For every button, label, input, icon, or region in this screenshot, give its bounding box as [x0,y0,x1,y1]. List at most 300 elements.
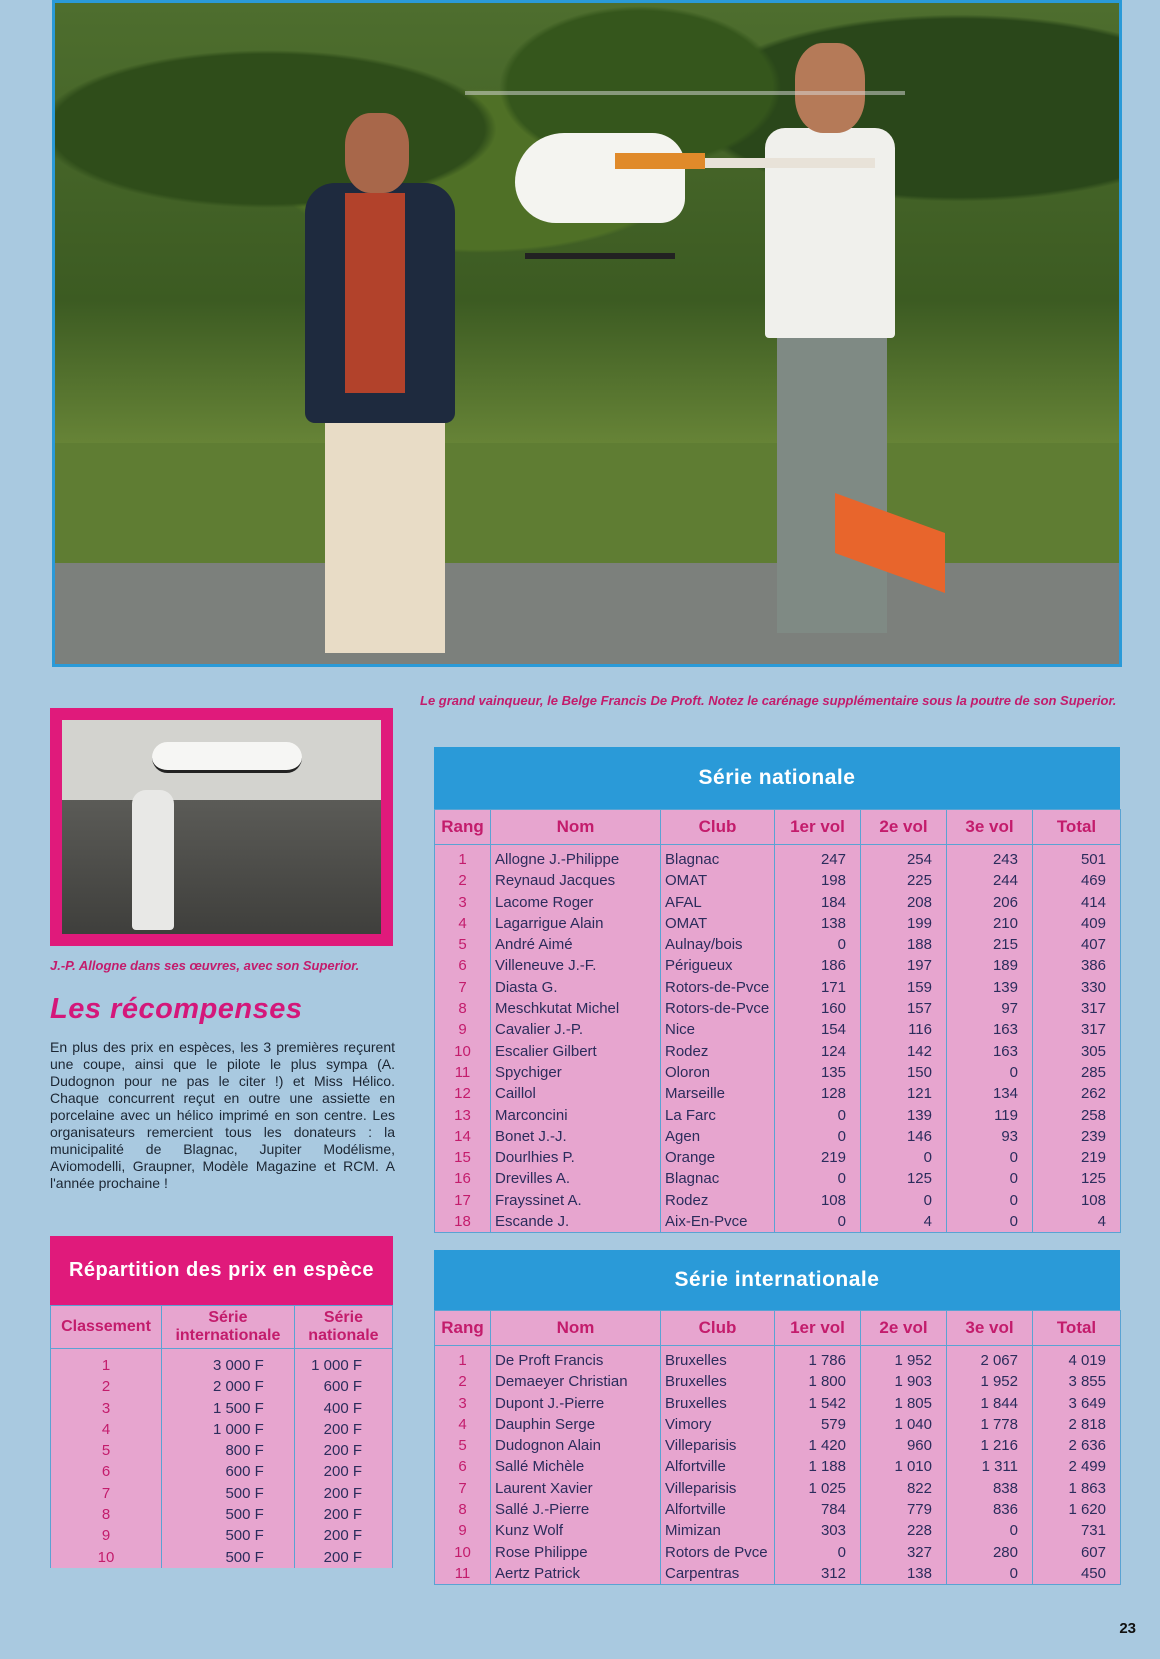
nationale-club-cell: Nice [661,1019,775,1040]
nationale-name-cell: Villeneuve J.-F. [491,955,661,976]
nationale-vol1-cell: 0 [775,1105,861,1126]
nationale-vol3-cell: 119 [947,1105,1033,1126]
nationale-club-cell: Orange [661,1147,775,1168]
nationale-vol2-cell: 142 [861,1041,947,1062]
nationale-club-cell: Rodez [661,1041,775,1062]
nationale-club-cell: Aulnay/bois [661,934,775,955]
nationale-name-cell: Frayssinet A. [491,1190,661,1211]
nationale-vol1-cell: 135 [775,1062,861,1083]
nationale-total-cell: 262 [1033,1083,1121,1104]
nationale-total-cell: 386 [1033,955,1121,976]
prize-rank-cell: 3 [51,1398,162,1419]
internationale-vol1-cell: 0 [775,1542,861,1563]
internationale-vol1-cell: 1 800 [775,1371,861,1392]
internationale-club-cell: Alfortville [661,1499,775,1520]
nationale-club-cell: Rotors-de-Pvce [661,977,775,998]
internationale-name-cell: Dupont J.-Pierre [491,1393,661,1414]
internationale-vol3-cell: 1 216 [947,1435,1033,1456]
internationale-vol2-cell: 1 040 [861,1414,947,1435]
internationale-row [435,1520,1121,1541]
prize-amount-cell: 1 000 F [294,1349,392,1377]
small-photo-frame [50,708,393,946]
internationale-name-cell: Dudognon Alain [491,1435,661,1456]
nationale-total-cell: 469 [1033,870,1121,891]
nationale-total-cell: 409 [1033,913,1121,934]
prize-rank-cell: 1 [51,1349,162,1377]
nationale-vol3-cell: 163 [947,1019,1033,1040]
nationale-rank-cell: 2 [435,870,491,891]
nationale-name-cell: Dourlhies P. [491,1147,661,1168]
nationale-vol2-cell: 157 [861,998,947,1019]
nationale-club-cell: Blagnac [661,1168,775,1189]
nationale-name-cell: Cavalier J.-P. [491,1019,661,1040]
nationale-club-cell: Aix-En-Pvce [661,1211,775,1233]
small-photo-helicopter [152,742,302,773]
internationale-total-cell: 3 855 [1033,1371,1121,1392]
prize-row [51,1483,393,1504]
nationale-name-cell: Drevilles A. [491,1168,661,1189]
internationale-total-cell: 607 [1033,1542,1121,1563]
main-photo-caption: Le grand vainqueur, le Belge Francis De Proft. Notez le carénage supplémentaire sous la poutre de son Superior. [420,693,1117,708]
photo-helicopter [465,73,885,283]
prize-amount-cell: 200 F [294,1525,392,1546]
nationale-total-cell: 414 [1033,892,1121,913]
main-photo [52,0,1122,667]
nationale-vol1-cell: 198 [775,870,861,891]
internationale-rank-cell: 10 [435,1542,491,1563]
internationale-rank-cell: 4 [435,1414,491,1435]
prize-amount-cell: 500 F [162,1547,295,1568]
prize-amount-cell: 3 000 F [162,1349,295,1377]
internationale-total-cell: 1 620 [1033,1499,1121,1520]
internationale-header: Total [1033,1311,1121,1346]
nationale-vol3-cell: 210 [947,913,1033,934]
prize-row [51,1525,393,1546]
nationale-row [435,955,1121,976]
internationale-vol1-cell: 1 786 [775,1346,861,1372]
internationale-vol2-cell: 1 903 [861,1371,947,1392]
prize-amount-cell: 600 F [162,1461,295,1482]
internationale-block [434,1250,1120,1585]
internationale-club-cell: Bruxelles [661,1371,775,1392]
internationale-row [435,1456,1121,1477]
prize-amount-cell: 2 000 F [162,1376,295,1397]
photo-field [55,443,1119,563]
nationale-vol1-cell: 108 [775,1190,861,1211]
prize-rank-cell: 10 [51,1547,162,1568]
internationale-club-cell: Mimizan [661,1520,775,1541]
internationale-vol1-cell: 303 [775,1520,861,1541]
internationale-vol2-cell: 779 [861,1499,947,1520]
internationale-vol1-cell: 579 [775,1414,861,1435]
nationale-rank-cell: 1 [435,845,491,871]
internationale-row [435,1478,1121,1499]
internationale-vol1-cell: 784 [775,1499,861,1520]
nationale-vol2-cell: 0 [861,1147,947,1168]
nationale-total-cell: 317 [1033,998,1121,1019]
nationale-name-cell: Bonet J.-J. [491,1126,661,1147]
internationale-vol3-cell: 2 067 [947,1346,1033,1372]
nationale-name-cell: André Aimé [491,934,661,955]
nationale-vol3-cell: 0 [947,1211,1033,1233]
nationale-total-cell: 317 [1033,1019,1121,1040]
nationale-name-cell: Escalier Gilbert [491,1041,661,1062]
nationale-rank-cell: 13 [435,1105,491,1126]
nationale-total-cell: 4 [1033,1211,1121,1233]
prize-rank-cell: 8 [51,1504,162,1525]
internationale-vol2-cell: 138 [861,1563,947,1585]
small-photo [62,720,381,934]
internationale-total-cell: 2 499 [1033,1456,1121,1477]
prize-rank-cell: 9 [51,1525,162,1546]
internationale-name-cell: Aertz Patrick [491,1563,661,1585]
nationale-header: 2e vol [861,810,947,845]
internationale-rank-cell: 3 [435,1393,491,1414]
nationale-vol1-cell: 247 [775,845,861,871]
internationale-vol1-cell: 1 542 [775,1393,861,1414]
prize-rank-cell: 6 [51,1461,162,1482]
nationale-row [435,977,1121,998]
nationale-total-cell: 258 [1033,1105,1121,1126]
prize-table-block [50,1236,393,1568]
nationale-rank-cell: 11 [435,1062,491,1083]
photo-tarmac [55,563,1119,667]
nationale-name-cell: Caillol [491,1083,661,1104]
nationale-name-cell: Reynaud Jacques [491,870,661,891]
nationale-vol1-cell: 0 [775,1126,861,1147]
internationale-vol3-cell: 280 [947,1542,1033,1563]
internationale-row [435,1563,1121,1585]
nationale-header: 1er vol [775,810,861,845]
nationale-vol2-cell: 125 [861,1168,947,1189]
prize-table-title: Répartition des prix en espèce [50,1236,393,1305]
nationale-total-cell: 285 [1033,1062,1121,1083]
internationale-club-cell: Carpentras [661,1563,775,1585]
nationale-vol3-cell: 243 [947,845,1033,871]
internationale-row [435,1542,1121,1563]
internationale-vol3-cell: 1 778 [947,1414,1033,1435]
internationale-rank-cell: 6 [435,1456,491,1477]
nationale-header: 3e vol [947,810,1033,845]
prize-amount-cell: 200 F [294,1461,392,1482]
nationale-name-cell: Meschkutat Michel [491,998,661,1019]
nationale-vol2-cell: 208 [861,892,947,913]
nationale-total-cell: 219 [1033,1147,1121,1168]
nationale-club-cell: Agen [661,1126,775,1147]
nationale-vol3-cell: 134 [947,1083,1033,1104]
page-number: 23 [1119,1620,1136,1637]
nationale-rank-cell: 17 [435,1190,491,1211]
nationale-name-cell: Spychiger [491,1062,661,1083]
nationale-club-cell: Blagnac [661,845,775,871]
nationale-total-cell: 501 [1033,845,1121,871]
nationale-header: Club [661,810,775,845]
prize-table [50,1305,393,1568]
internationale-club-cell: Alfortville [661,1456,775,1477]
internationale-total-cell: 1 863 [1033,1478,1121,1499]
internationale-row [435,1371,1121,1392]
internationale-total-cell: 4 019 [1033,1346,1121,1372]
nationale-header: Total [1033,810,1121,845]
nationale-club-cell: Rotors-de-Pvce [661,998,775,1019]
internationale-header: Club [661,1311,775,1346]
internationale-name-cell: Sallé J.-Pierre [491,1499,661,1520]
nationale-row [435,1147,1121,1168]
nationale-total-cell: 125 [1033,1168,1121,1189]
internationale-title: Série internationale [434,1250,1120,1310]
internationale-row [435,1499,1121,1520]
prize-amount-cell: 800 F [162,1440,295,1461]
nationale-name-cell: Allogne J.-Philippe [491,845,661,871]
small-photo-pilot [132,790,174,930]
internationale-total-cell: 731 [1033,1520,1121,1541]
internationale-name-cell: Rose Philippe [491,1542,661,1563]
prize-rank-cell: 5 [51,1440,162,1461]
nationale-vol3-cell: 139 [947,977,1033,998]
internationale-vol1-cell: 1 188 [775,1456,861,1477]
nationale-vol3-cell: 0 [947,1190,1033,1211]
prize-amount-cell: 500 F [162,1483,295,1504]
nationale-name-cell: Lacome Roger [491,892,661,913]
nationale-row [435,845,1121,871]
internationale-name-cell: Laurent Xavier [491,1478,661,1499]
nationale-rank-cell: 14 [435,1126,491,1147]
prize-amount-cell: 1 500 F [162,1398,295,1419]
prize-row [51,1461,393,1482]
internationale-table [434,1310,1121,1585]
internationale-club-cell: Rotors de Pvce [661,1542,775,1563]
nationale-row [435,1062,1121,1083]
internationale-rank-cell: 8 [435,1499,491,1520]
prize-amount-cell: 500 F [162,1525,295,1546]
nationale-vol3-cell: 189 [947,955,1033,976]
recompenses-heading: Les récompenses [50,993,303,1025]
internationale-vol2-cell: 327 [861,1542,947,1563]
prize-rank-cell: 4 [51,1419,162,1440]
internationale-vol3-cell: 1 952 [947,1371,1033,1392]
internationale-vol2-cell: 960 [861,1435,947,1456]
nationale-rank-cell: 7 [435,977,491,998]
nationale-row [435,892,1121,913]
nationale-row [435,1041,1121,1062]
nationale-vol2-cell: 159 [861,977,947,998]
internationale-vol3-cell: 1 844 [947,1393,1033,1414]
prize-amount-cell: 200 F [294,1547,392,1568]
nationale-vol1-cell: 154 [775,1019,861,1040]
nationale-vol2-cell: 0 [861,1190,947,1211]
nationale-vol3-cell: 0 [947,1168,1033,1189]
nationale-vol1-cell: 184 [775,892,861,913]
nationale-name-cell: Lagarrigue Alain [491,913,661,934]
prize-header: Série nationale [294,1306,392,1349]
nationale-vol3-cell: 206 [947,892,1033,913]
prize-amount-cell: 600 F [294,1376,392,1397]
internationale-name-cell: Demaeyer Christian [491,1371,661,1392]
nationale-vol3-cell: 244 [947,870,1033,891]
nationale-vol3-cell: 97 [947,998,1033,1019]
internationale-rank-cell: 5 [435,1435,491,1456]
nationale-vol2-cell: 225 [861,870,947,891]
prize-amount-cell: 1 000 F [162,1419,295,1440]
nationale-rank-cell: 9 [435,1019,491,1040]
prize-amount-cell: 400 F [294,1398,392,1419]
prize-amount-cell: 500 F [162,1504,295,1525]
internationale-rank-cell: 11 [435,1563,491,1585]
nationale-vol2-cell: 150 [861,1062,947,1083]
nationale-vol1-cell: 0 [775,1211,861,1233]
internationale-vol3-cell: 0 [947,1520,1033,1541]
nationale-vol1-cell: 219 [775,1147,861,1168]
nationale-vol2-cell: 199 [861,913,947,934]
internationale-vol3-cell: 836 [947,1499,1033,1520]
nationale-row [435,1083,1121,1104]
nationale-vol2-cell: 139 [861,1105,947,1126]
nationale-vol1-cell: 128 [775,1083,861,1104]
nationale-club-cell: OMAT [661,870,775,891]
prize-row [51,1376,393,1397]
nationale-vol2-cell: 116 [861,1019,947,1040]
nationale-rank-cell: 10 [435,1041,491,1062]
nationale-row [435,1126,1121,1147]
nationale-rank-cell: 5 [435,934,491,955]
internationale-vol3-cell: 1 311 [947,1456,1033,1477]
internationale-vol3-cell: 0 [947,1563,1033,1585]
nationale-rank-cell: 15 [435,1147,491,1168]
recompenses-text: En plus des prix en espèces, les 3 premières reçurent une coupe, ainsi que le pilote le plus sympa (A. Dudognon pour ne pas le citer !) et Miss Hélico. Chaque concurrent reçut en outre une assiette en porcelaine avec un hélico imprimé en son centre. Les organisateurs remercient tous les donateurs : la municipalité de Blagnac, Jupiter Modélisme, Aviomodelli, Graupner, Modèle Magazine et RCM. A l'année prochaine ! [50,1039,395,1191]
nationale-rank-cell: 4 [435,913,491,934]
prize-row [51,1398,393,1419]
nationale-table [434,809,1121,1233]
internationale-header: 1er vol [775,1311,861,1346]
prize-amount-cell: 200 F [294,1419,392,1440]
nationale-row [435,1190,1121,1211]
internationale-row [435,1414,1121,1435]
internationale-header: Rang [435,1311,491,1346]
internationale-vol1-cell: 312 [775,1563,861,1585]
nationale-name-cell: Diasta G. [491,977,661,998]
nationale-vol1-cell: 124 [775,1041,861,1062]
nationale-total-cell: 305 [1033,1041,1121,1062]
nationale-row [435,870,1121,891]
nationale-vol2-cell: 197 [861,955,947,976]
nationale-row [435,998,1121,1019]
internationale-club-cell: Bruxelles [661,1393,775,1414]
small-photo-caption: J.-P. Allogne dans ses œuvres, avec son Superior. [50,958,360,973]
prize-amount-cell: 200 F [294,1504,392,1525]
nationale-club-cell: AFAL [661,892,775,913]
nationale-club-cell: Périgueux [661,955,775,976]
nationale-club-cell: Marseille [661,1083,775,1104]
internationale-name-cell: Dauphin Serge [491,1414,661,1435]
internationale-rank-cell: 1 [435,1346,491,1372]
internationale-row [435,1435,1121,1456]
prize-row [51,1419,393,1440]
nationale-vol2-cell: 121 [861,1083,947,1104]
internationale-vol1-cell: 1 420 [775,1435,861,1456]
internationale-club-cell: Villeparisis [661,1435,775,1456]
internationale-name-cell: Kunz Wolf [491,1520,661,1541]
internationale-total-cell: 2 818 [1033,1414,1121,1435]
nationale-club-cell: Oloron [661,1062,775,1083]
prize-rank-cell: 7 [51,1483,162,1504]
nationale-vol3-cell: 0 [947,1062,1033,1083]
prize-header: Classement [51,1306,162,1349]
nationale-club-cell: OMAT [661,913,775,934]
nationale-vol3-cell: 163 [947,1041,1033,1062]
internationale-header: 3e vol [947,1311,1033,1346]
nationale-vol1-cell: 0 [775,934,861,955]
nationale-vol2-cell: 4 [861,1211,947,1233]
internationale-name-cell: Sallé Michèle [491,1456,661,1477]
internationale-total-cell: 3 649 [1033,1393,1121,1414]
prize-rank-cell: 2 [51,1376,162,1397]
nationale-rank-cell: 12 [435,1083,491,1104]
nationale-row [435,1168,1121,1189]
internationale-vol3-cell: 838 [947,1478,1033,1499]
nationale-title: Série nationale [434,747,1120,809]
nationale-name-cell: Marconcini [491,1105,661,1126]
nationale-row [435,1105,1121,1126]
prize-row [51,1349,393,1377]
nationale-vol1-cell: 171 [775,977,861,998]
internationale-club-cell: Villeparisis [661,1478,775,1499]
internationale-rank-cell: 7 [435,1478,491,1499]
internationale-vol1-cell: 1 025 [775,1478,861,1499]
nationale-header: Rang [435,810,491,845]
nationale-rank-cell: 3 [435,892,491,913]
nationale-row [435,934,1121,955]
internationale-club-cell: Vimory [661,1414,775,1435]
nationale-row [435,1019,1121,1040]
nationale-block [434,747,1120,1233]
prize-row [51,1504,393,1525]
prize-header: Série internationale [162,1306,295,1349]
nationale-vol3-cell: 215 [947,934,1033,955]
prize-row [51,1440,393,1461]
internationale-header: Nom [491,1311,661,1346]
nationale-rank-cell: 6 [435,955,491,976]
internationale-header: 2e vol [861,1311,947,1346]
internationale-vol2-cell: 822 [861,1478,947,1499]
internationale-rank-cell: 2 [435,1371,491,1392]
nationale-vol2-cell: 188 [861,934,947,955]
internationale-vol2-cell: 1 952 [861,1346,947,1372]
prize-row [51,1547,393,1568]
nationale-total-cell: 108 [1033,1190,1121,1211]
nationale-row [435,913,1121,934]
nationale-vol2-cell: 146 [861,1126,947,1147]
internationale-row [435,1346,1121,1372]
nationale-total-cell: 330 [1033,977,1121,998]
nationale-header: Nom [491,810,661,845]
internationale-vol2-cell: 228 [861,1520,947,1541]
nationale-vol1-cell: 160 [775,998,861,1019]
internationale-rank-cell: 9 [435,1520,491,1541]
nationale-rank-cell: 8 [435,998,491,1019]
prize-amount-cell: 200 F [294,1440,392,1461]
nationale-club-cell: Rodez [661,1190,775,1211]
photo-pilot-left [285,113,475,653]
nationale-vol2-cell: 254 [861,845,947,871]
nationale-club-cell: La Farc [661,1105,775,1126]
nationale-name-cell: Escande J. [491,1211,661,1233]
internationale-total-cell: 2 636 [1033,1435,1121,1456]
internationale-name-cell: De Proft Francis [491,1346,661,1372]
nationale-vol1-cell: 138 [775,913,861,934]
nationale-total-cell: 239 [1033,1126,1121,1147]
prize-amount-cell: 200 F [294,1483,392,1504]
internationale-club-cell: Bruxelles [661,1346,775,1372]
